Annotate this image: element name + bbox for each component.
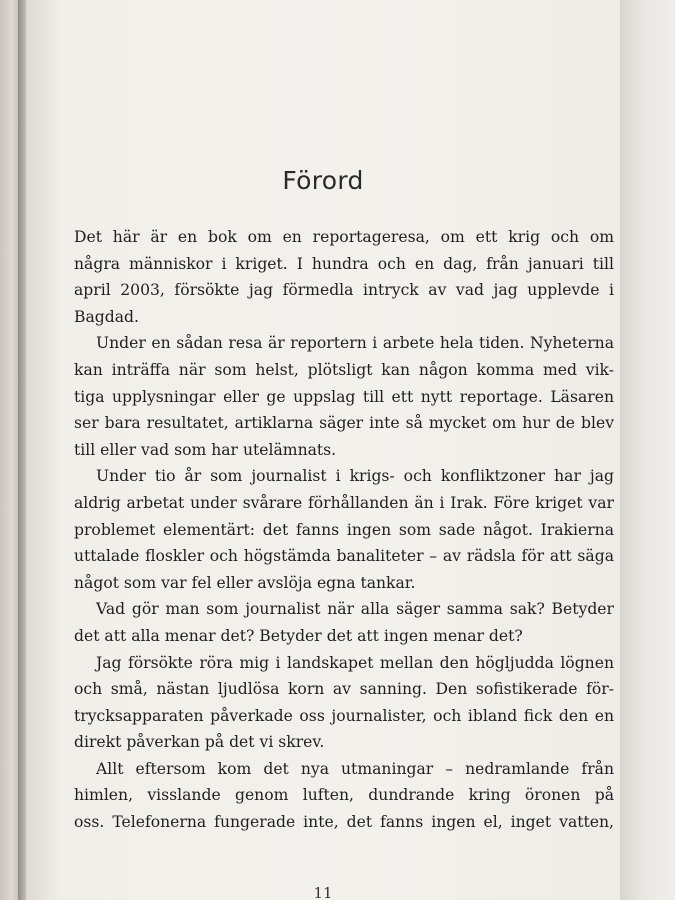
text-line: himlen, visslande genom luften, dundrande kring öronen på — [74, 786, 614, 805]
text-line: Bagdad. — [74, 307, 139, 326]
text-line: Allt eftersom kom det nya utmaningar – nedramlande från — [96, 759, 614, 778]
text-line: Under en sådan resa är reportern i arbete hela tiden. Nyheterna — [96, 334, 614, 353]
text-line: direkt påverkan på det vi skrev. — [74, 733, 325, 752]
text-line: april 2003, försökte jag förmedla intryck av vad jag upplevde i — [74, 281, 614, 300]
text-line: några människor i kriget. I hundra och en dag, från januari till — [74, 254, 614, 273]
text-line: något som var fel eller avslöja egna tankar. — [74, 573, 416, 592]
text-line: problemet elementärt: det fanns ingen som sade något. Irakierna — [74, 520, 614, 539]
text-line: kan inträffa när som helst, plötsligt kan någon komma med vik- — [74, 360, 614, 379]
text-line: Det här är en bok om en reportageresa, om ett krig och om — [74, 228, 614, 246]
text-line: uttalade floskler och högstämda banaliteter – av rädsla för att säga — [74, 547, 614, 566]
text-line: Under tio år som journalist i krigs- och konfliktzoner har jag — [96, 467, 614, 486]
text-line: till eller vad som har utelämnats. — [74, 440, 337, 459]
text-line: ser bara resultatet, artiklarna säger inte så mycket om hur de blev — [74, 414, 614, 433]
page-stack-edge — [620, 0, 675, 900]
page-number: 11 — [313, 884, 333, 900]
text-line: och små, nästan ljudlösa korn av sanning. Den sofistikerade för- — [74, 680, 614, 699]
text-line: oss. Telefonerna fungerade inte, det fanns ingen el, inget vatten, — [74, 813, 614, 832]
text-line: aldrig arbetat under svårare förhållanden än i Irak. Före kriget var — [74, 493, 614, 512]
chapter-title: Förord — [282, 166, 364, 195]
text-line: tiga upplysningar eller ge uppslag till ett nytt reportage. Läsaren — [74, 387, 614, 406]
text-line: Jag försökte röra mig i landskapet mellan den högljudda lögnen — [96, 653, 614, 672]
text-line: det att alla menar det? Betyder det att ingen menar det? — [74, 626, 523, 645]
text-line: trycksapparaten påverkade oss journalister, och ibland fick den en — [74, 706, 614, 725]
body-text — [74, 224, 614, 836]
text-line: Vad gör man som journalist när alla säger samma sak? Betyder — [96, 600, 614, 619]
